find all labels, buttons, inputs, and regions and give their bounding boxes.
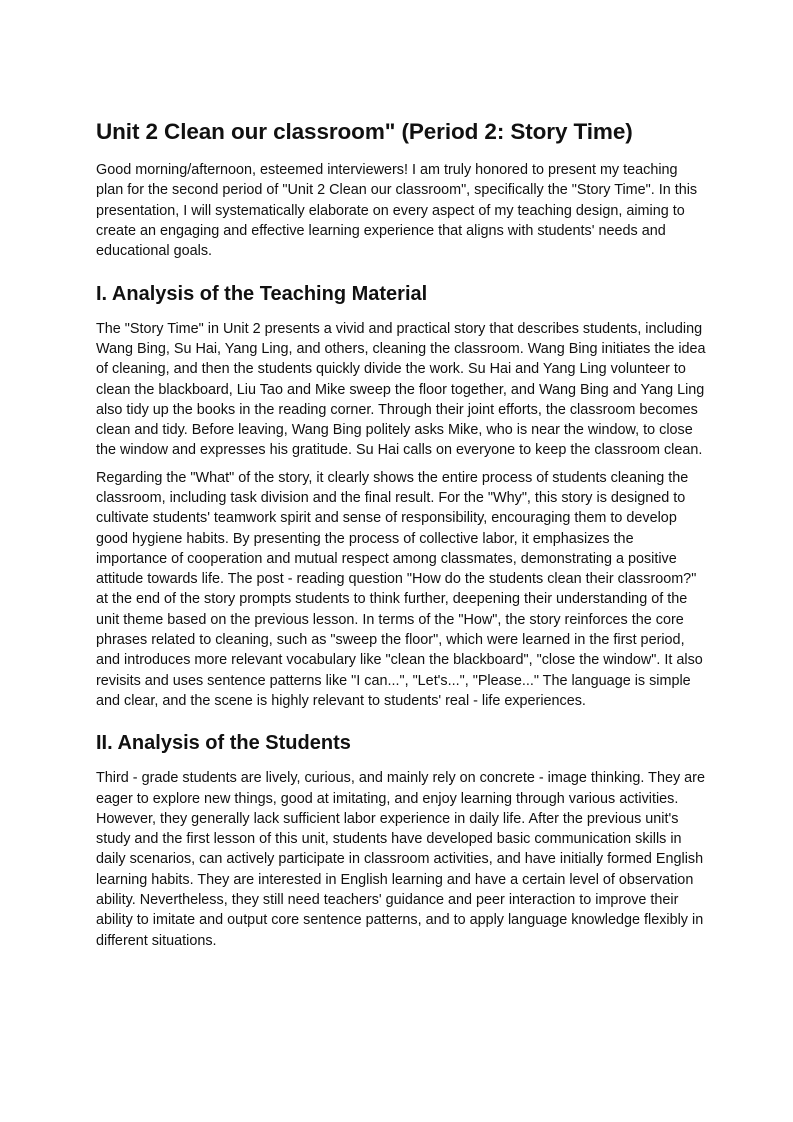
section-heading-teaching-material: I. Analysis of the Teaching Material — [96, 282, 428, 305]
teaching-material-paragraph-1: The "Story Time" in Unit 2 presents a vivid and practical story that describes students, including Wang Bing, Su Hai, Yang Ling, and others, cleaning the classroom. Wang Bing initiates the idea of cleaning, and then the students quickly divide the work. Su Hai and Yang Ling volunteer to clean the blackboard, Liu Tao and Mike sweep the floor together, and Wang Bing and Yang Ling also tidy up the books in the reading corner. Through their joint efforts, the classroom becomes clean and tidy. Before leaving, Wang Bing politely asks Mike, who is near the window, to close the window and expresses his gratitude. Su Hai calls on everyone to keep the classroom clean. — [96, 320, 706, 459]
intro-paragraph: Good morning/afternoon, esteemed interviewers! I am truly honored to present my teaching plan for the second period of "Unit 2 Clean our classroom", specifically the "Story Time". In this presentation, I will systematically elaborate on every aspect of my teaching design, aiming to create an engaging and effective learning experience that aligns with students' needs and educational goals. — [96, 162, 698, 260]
document-page — [96, 118, 706, 958]
document-title: Unit 2 Clean our classroom" (Period 2: Story Time) — [96, 119, 633, 144]
section-heading-students: II. Analysis of the Students — [96, 732, 351, 755]
teaching-material-paragraph-2: Regarding the "What" of the story, it clearly shows the entire process of students cleaning the classroom, including task division and the final result. For the "Why", this story is designed to cultivate students' teamwork spirit and sense of responsibility, encouraging them to develop good hygiene habits. By presenting the process of collective labor, it emphasizes the importance of cooperation and mutual respect among classmates, demonstrating a positive attitude towards life. The post - reading question "How do the students clean their classroom?" at the end of the story prompts students to think further, deepening their understanding of the unit theme based on the previous lesson. In terms of the "How", the story reinforces the core phrases related to cleaning, such as "sweep the floor", which were learned in the first period, and introduces more relevant vocabulary like "clean the blackboard", "close the window". It also revisits and uses sentence patterns like "I can...", "Let's...", "Please..." The language is simple and clear, and the scene is highly relevant to students' real - life experiences. — [96, 469, 703, 709]
students-paragraph-1: Third - grade students are lively, curious, and mainly rely on concrete - image thinking. They are eager to explore new things, good at imitating, and enjoy learning through various activities. However, they generally lack sufficient labor experience in daily life. After the previous unit's study and the first lesson of this unit, students have developed basic communication skills in daily scenarios, can actively participate in classroom activities, and have initially formed English learning habits. They are interested in English learning and have a certain level of observation ability. Nevertheless, they still need teachers' guidance and peer interaction to improve their ability to imitate and output core sentence patterns, and to apply language knowledge flexibly in different situations. — [96, 770, 705, 949]
